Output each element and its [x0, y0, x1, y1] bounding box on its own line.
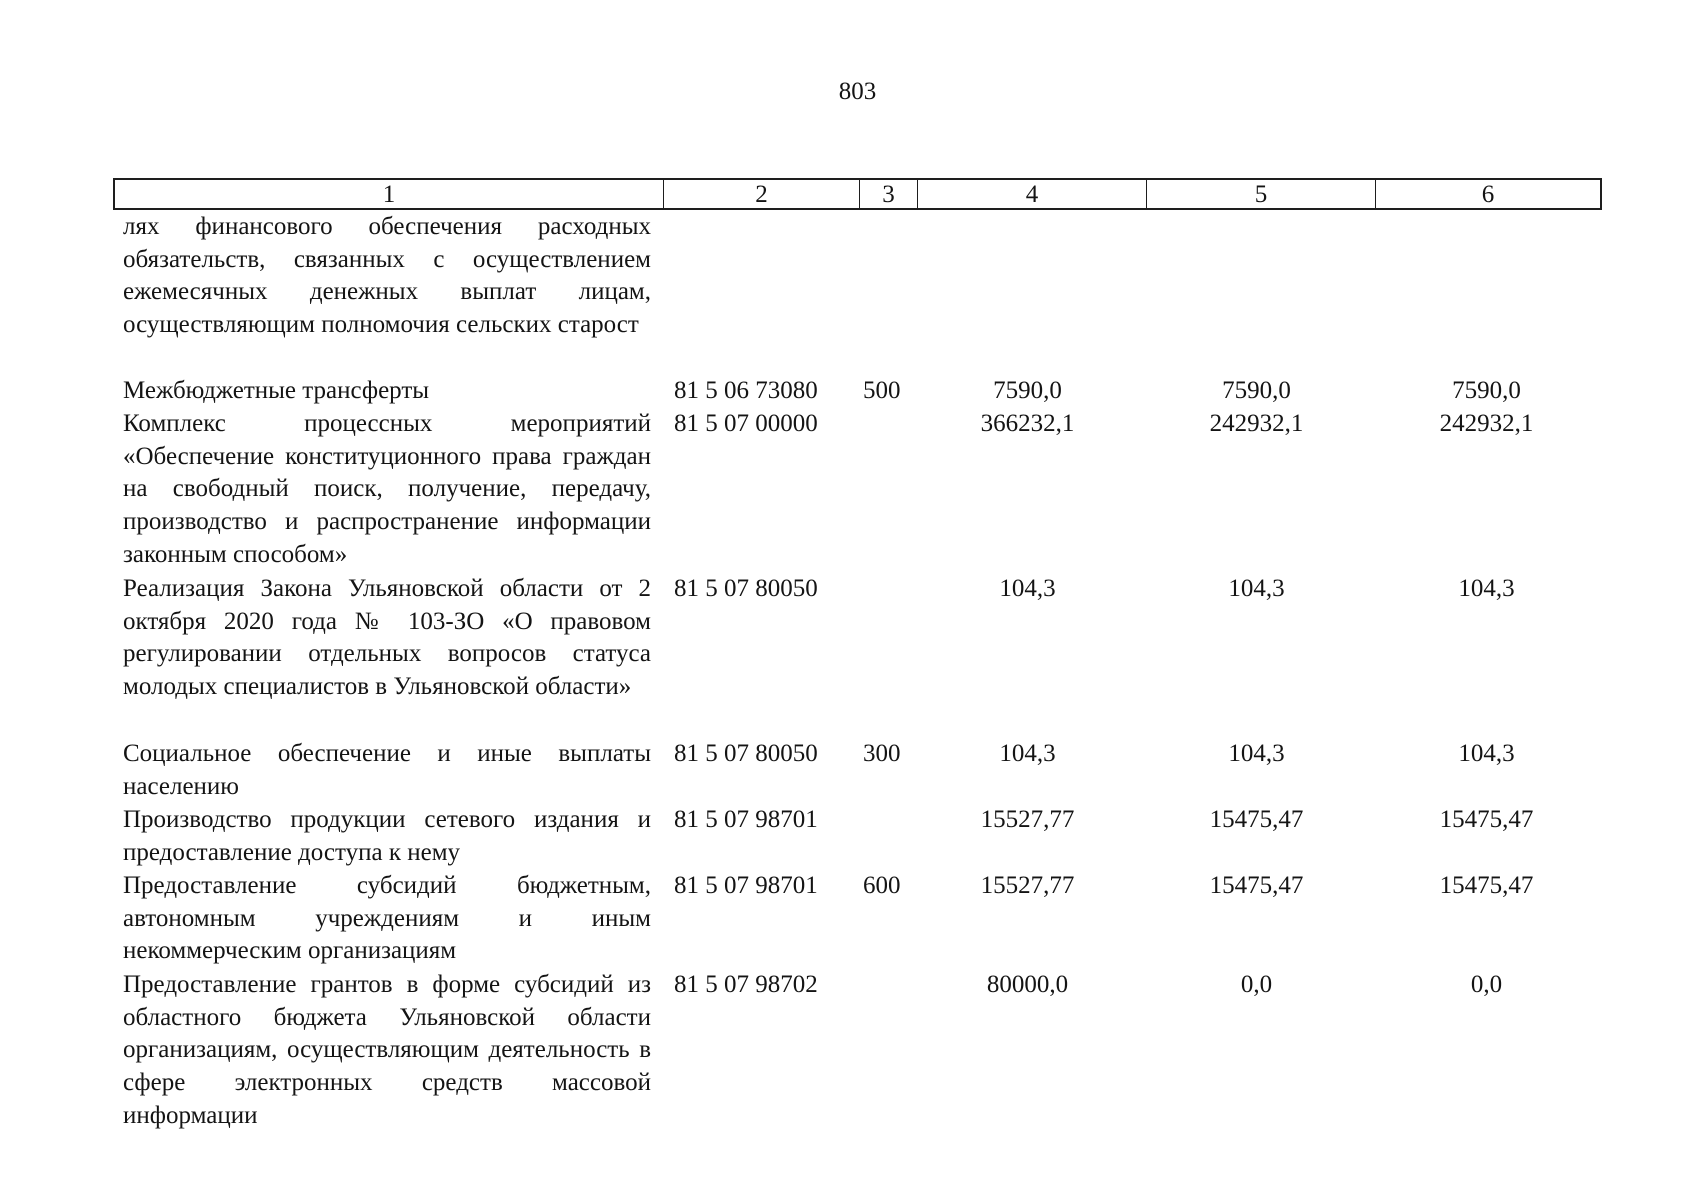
row-type: 500 — [863, 377, 901, 404]
header-col-2: 2 — [664, 180, 860, 208]
row-name: Предоставление грантов в форме субсидий из областного бюджета Ульяновской области организациям, осуществляющим деятельность в сфере электронных средств массовой информации — [123, 971, 651, 1129]
row-value-6: 104,3 — [1458, 740, 1515, 767]
row-name: Реализация Закона Ульяновской области от 2 октября 2020 года № 103-ЗО «О правовом регулировании отдельных вопросов статуса молодых специалистов в Ульяновской области» — [123, 575, 651, 701]
row-code: 81 5 06 73080 — [674, 377, 818, 404]
row-name: лях финансового обеспечения расходных обязательств, связанных с осуществлением ежемесячных денежных выплат лицам, осуществляющим полномочия сельских старост — [123, 213, 651, 339]
row-type: 600 — [863, 872, 901, 899]
header-col-6: 6 — [1481, 181, 1495, 208]
row-value-6: 7590,0 — [1452, 377, 1521, 404]
row-code: 81 5 07 80050 — [674, 740, 818, 767]
row-type: 300 — [863, 740, 901, 767]
page-number: 803 — [838, 78, 877, 105]
row-name: Предоставление субсидий бюджетным, автономным учреждениям и иным некоммерческим организациям — [123, 872, 651, 965]
row-name: Производство продукции сетевого издания и предоставление доступа к нему — [123, 806, 651, 866]
header-col-5: 5 — [1147, 180, 1376, 208]
header-col-3: 3 — [860, 180, 918, 208]
row-code: 81 5 07 98701 — [674, 872, 818, 899]
row-value-4: 104,3 — [999, 740, 1056, 767]
row-value-6: 242932,1 — [1439, 410, 1534, 437]
header-col-4: 4 — [918, 180, 1147, 208]
row-value-4: 15527,77 — [980, 806, 1075, 833]
row-name: Социальное обеспечение и иные выплаты населению — [123, 740, 651, 800]
row-name: Комплекс процессных мероприятий «Обеспечение конституционного права граждан на свободный поиск, получение, передачу, производство и распространение информации законным способом» — [123, 410, 651, 568]
row-value-5: 242932,1 — [1209, 410, 1304, 437]
row-code: 81 5 07 00000 — [674, 410, 818, 437]
row-value-5: 15475,47 — [1209, 872, 1304, 899]
row-value-5: 15475,47 — [1209, 806, 1304, 833]
row-code: 81 5 07 98702 — [674, 971, 818, 998]
row-code: 81 5 07 80050 — [674, 575, 818, 602]
row-value-4: 366232,1 — [980, 410, 1075, 437]
row-value-6: 15475,47 — [1439, 872, 1534, 899]
row-value-5: 7590,0 — [1222, 377, 1291, 404]
row-code: 81 5 07 98701 — [674, 806, 818, 833]
row-value-5: 104,3 — [1228, 740, 1285, 767]
row-value-4: 15527,77 — [980, 872, 1075, 899]
row-value-6: 15475,47 — [1439, 806, 1534, 833]
header-col-1: 1 — [115, 180, 664, 208]
row-value-6: 104,3 — [1458, 575, 1515, 602]
row-value-4: 80000,0 — [986, 971, 1069, 998]
row-value-5: 0,0 — [1240, 971, 1273, 998]
table-header — [113, 178, 1602, 210]
row-value-6: 0,0 — [1470, 971, 1503, 998]
row-value-4: 7590,0 — [993, 377, 1062, 404]
row-name: Межбюджетные трансферты — [123, 377, 430, 404]
row-value-4: 104,3 — [999, 575, 1056, 602]
row-value-5: 104,3 — [1228, 575, 1285, 602]
